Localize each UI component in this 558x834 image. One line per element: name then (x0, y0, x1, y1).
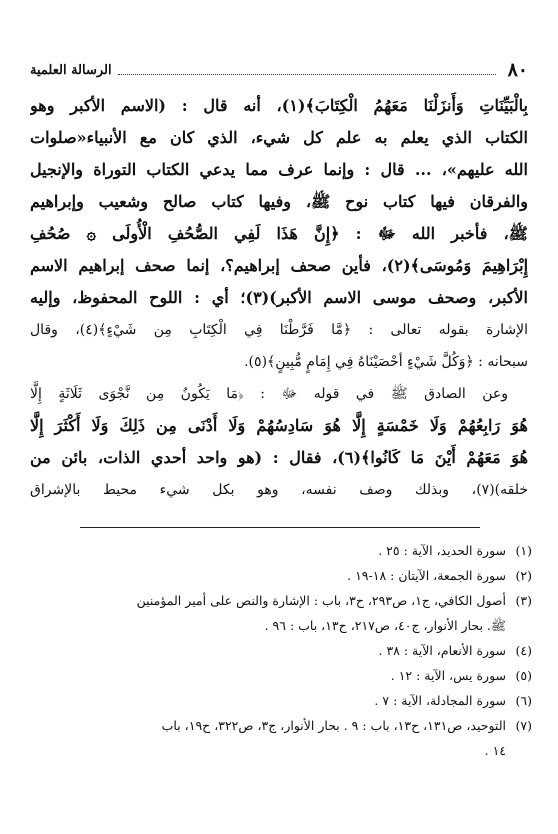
footnote-text: سورة يس، الآية : ١٢ . (390, 668, 506, 683)
footnote-divider (80, 527, 480, 528)
footnote-continuation: ١٤ . (484, 743, 506, 758)
text-line: بِالْبَيِّنَاتِ وَأَنزَلْنَا مَعَهُمُ الْكِتَابَ﴾(١)، أنه قال : (الاسم الأكبر وهو (30, 96, 528, 115)
footnote-text: سورة المجادلة، الآية : ٧ . (374, 693, 506, 708)
footnote-number: (٢) (515, 568, 532, 583)
text-line: الإشارة بقوله تعالى : ﴿مَّا فَرَّطْنَا فِي الْكِتَابِ مِن شَيْءٍ﴾(٤)، وقال (30, 322, 528, 338)
text-line: هُوَ مَعَهُمْ أَيْنَ مَا كَانُوا﴾(٦)، فقال : (هو واحد أحدي الذات، بائن من (30, 448, 528, 467)
footnote-continuation: ﷺ. بحار الأنوار، ج٤٠، ص٢١٧، ح١٣، باب : ٩٦ . (264, 618, 506, 633)
footnote-number: (٦) (515, 693, 532, 708)
footnote-item (26, 588, 532, 613)
footnote-number: (٤) (515, 643, 532, 658)
text-line: وعن الصادق ﷺ في قوله ﷻ : ﴿مَا يَكُونُ مِن نَّجْوَى ثَلَاثَةٍ إِلَّا (30, 386, 508, 402)
text-line: والفرقان فيها كتاب نوح ﷺ، وفيها كتاب صالح وشعيب وإبراهيم (30, 192, 528, 211)
footnote-item (26, 688, 532, 713)
footnote-number: (٣) (515, 593, 532, 608)
footnote-text: سورة الحديد، الآية : ٢٥ . (378, 543, 506, 558)
footnote-item (26, 638, 532, 663)
footnote-text: التوحيد، ص١٣١، ح١٣، باب : ٩ . بحار الأنوار، ج٣، ص٣٢٢، ح١٩، باب (161, 718, 506, 733)
text-line: ﷺ، فأخبر الله ﷻ : ﴿إِنَّ هَذَا لَفِي الصُّحُفِ الْأُولَى ۞ صُحُفِ (30, 224, 528, 243)
text-line: هُوَ رَابِعُهُمْ وَلَا خَمْسَةٍ إِلَّا هُوَ سَادِسُهُمْ وَلَا أَدْنَى مِن ذَلِكَ وَلَا أَكْثَرَ إِلَّا (30, 416, 528, 435)
main-text (30, 90, 528, 506)
footnote-number: (٧) (515, 718, 532, 733)
footnote-number: (٥) (515, 668, 532, 683)
footnote-text: سورة الأنعام، الآية : ٣٨ . (378, 643, 506, 658)
text-line: الأكبر، وصحف موسى الاسم الأكبر)(٣)؛ أي : اللوح المحفوظ، وإليه (30, 288, 528, 307)
text-line: إِبْرَاهِيمَ وَمُوسَى﴾(٢)، فأين صحف إبراهيم؟، إنما صحف إبراهيم الاسم (30, 256, 528, 275)
text-line: سبحانه : ﴿وَكُلَّ شَيْءٍ أحْصَيْنَاهُ فِي إِمَامٍ مُّبِينٍ﴾(٥). (244, 354, 528, 370)
header-dotted-rule (118, 74, 496, 75)
text-line: الله عليهم»، ... قال : وإنما عرف مما يدعي الكتاب التوراة والإنجيل (30, 160, 528, 179)
footnote-item (26, 663, 532, 688)
footnote-text: أصول الكافي، ج١، ص٢٩٣، ح٣، باب : الإشارة والنص على أمير المؤمنين (136, 593, 506, 608)
footnotes (26, 538, 532, 763)
footnote-item (26, 563, 532, 588)
running-title: الرسالة العلمية (30, 63, 112, 78)
footnote-item (26, 713, 532, 738)
footnote-item (26, 538, 532, 563)
text-line: خلقه)(٧)، وبذلك وصف نفسه، وهو بكل شيء محيط بالإشراق (30, 482, 528, 498)
page-number: ٨٠ (507, 59, 528, 81)
text-line: الكتاب الذي يعلم به علم كل شيء، الذي كان مع الأنبياء«صلوات (30, 128, 528, 147)
footnote-number: (١) (515, 543, 532, 558)
page-header (30, 58, 528, 80)
footnote-text: سورة الجمعة، الآيتان : ١٨-١٩ . (347, 568, 506, 583)
